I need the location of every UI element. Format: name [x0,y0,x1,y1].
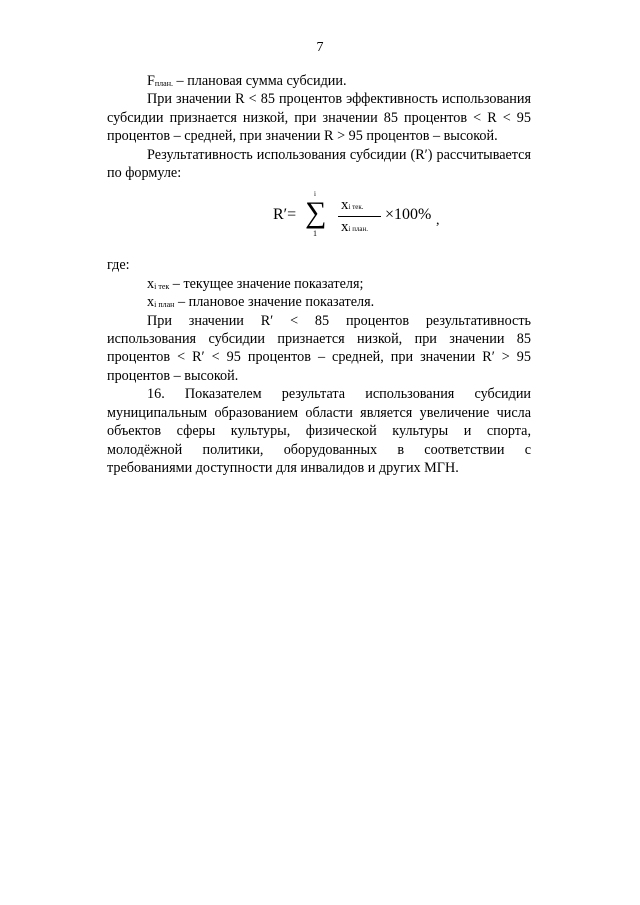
document-body [107,72,531,477]
formula-numerator-var: x [341,197,349,214]
definition-f-plan [107,72,531,90]
definition-x-current-text: – текущее значение показателя; [169,275,364,292]
paragraph-result-thresholds: При значении R′ < 85 процентов результативность использования субсидии признается низкой, при значении 85 процентов < R′ < 95 процентов – средней, при значении R′ > 95 процентов – высокой. [107,312,531,384]
formula-comma: , [436,213,440,229]
formula-denominator-sub: i план. [348,225,369,234]
definition-f-plan-text: – плановая сумма субсидии. [173,73,347,89]
formula-denominator [341,219,368,237]
formula-rhs: ×100% [385,206,432,224]
formula-fraction-bar [338,216,381,217]
paragraph-efficiency-thresholds: При значении R < 85 процентов эффективность использования субсидии признается низкой, при значении 85 процентов < R < 95 процентов – средней, при значении R > 95 процентов – высокой. [107,91,531,145]
formula-sum-upper-limit: i [314,190,316,199]
symbol-x-current-subscript: i тек [154,281,170,291]
symbol-x-plan-subscript: i план [154,300,175,310]
page-number: 7 [316,40,324,55]
definition-x-plan-text: – плановое значение показателя. [174,294,375,311]
symbol-f-subscript: план. [154,79,173,88]
definition-x-plan [107,293,531,311]
paragraph-result-intro: Результативность использования субсидии (R′) рассчитывается по формуле: [107,146,531,182]
formula-denominator-var: x [341,219,349,236]
where-label: где: [107,257,130,274]
symbol-f: F [147,73,155,89]
formula-numerator [341,197,364,215]
paragraph-16: 16. Показателем результата использования субсидии муниципальным образованием области является увеличение числа объектов сферы культуры, физической культуры и спорта, молодёжной политики, оборудованных в соответствии с требованиями доступности для инвалидов и других МГН. [107,386,531,476]
formula-lhs: R′= [273,206,297,224]
formula-sum-lower-limit: 1 [313,229,317,239]
formula-sum-sign: ∑ [305,196,327,230]
symbol-x-current: x [147,275,155,292]
symbol-x-plan: x [147,294,155,311]
formula-r-prime [107,192,531,244]
definition-x-current [107,275,531,293]
formula-numerator-sub: i тек. [348,203,364,212]
